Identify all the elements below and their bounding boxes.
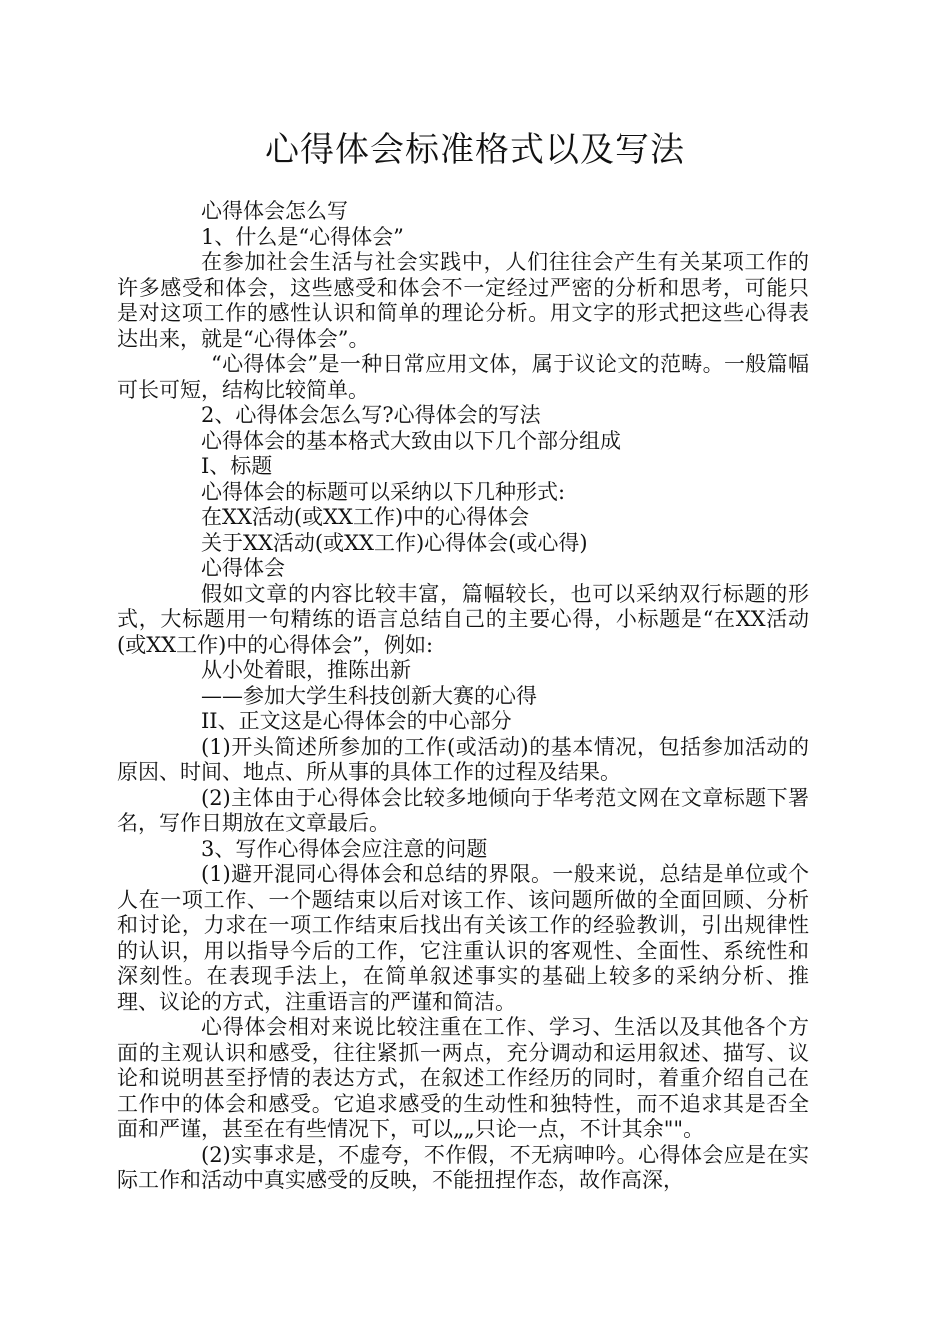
paragraph: 假如文章的内容比较丰富，篇幅较长，也可以采纳双行标题的形式，大标题用一句精练的语言总结自己的主要心得，小标题是“在XX活动(或XX工作)中的心得体会”，例如: — [117, 581, 809, 657]
paragraph: 从小处着眼，推陈出新 — [201, 658, 411, 682]
paragraph: 在参加社会生活与社会实践中，人们往往会产生有关某项工作的许多感受和体会，这些感受和体会不一定经过严密的分析和思考，可能只是对这项工作的感性认识和简单的理论分析。用文字的形式把这些心得表达出来，就是“心得体会”。 — [117, 250, 809, 351]
paragraph: II、正文这是心得体会的中心部分 — [201, 709, 512, 733]
paragraph: 心得体会怎么写 — [201, 199, 348, 223]
paragraph: 在XX活动(或XX工作)中的心得体会 — [201, 505, 530, 529]
paragraph: (1)开头简述所参加的工作(或活动)的基本情况，包括参加活动的原因、时间、地点、所从事的具体工作的过程及结果。 — [117, 734, 809, 784]
paragraph: 2、心得体会怎么写?心得体会的写法 — [201, 403, 541, 427]
paragraph: 关于XX活动(或XX工作)心得体会(或心得) — [201, 530, 588, 555]
paragraph: “心得体会”是一种日常应用文体，属于议论文的范畴。一般篇幅可长可短，结构比较简单。 — [117, 352, 809, 402]
paragraph: 心得体会 — [201, 556, 285, 580]
document-body — [117, 199, 809, 1194]
paragraph: I、标题 — [201, 454, 273, 478]
paragraph: 心得体会的标题可以采纳以下几种形式: — [201, 479, 566, 504]
paragraph: (2)主体由于心得体会比较多地倾向于华考范文网在文章标题下署名，写作日期放在文章最后。 — [117, 785, 809, 835]
paragraph: (1)避开混同心得体会和总结的界限。一般来说，总结是单位或个人在一项工作、一个题结束以后对该工作、该问题所做的全面回顾、分析和讨论，力求在一项工作结束后找出有关该工作的经验教训，引出规律性的认识，用以指导今后的工作，它注重认识的客观性、全面性、系统性和深刻性。在表现手法上，在简单叙述事实的基础上较多的采纳分析、推理、议论的方式，注重语言的严谨和简洁。 — [117, 862, 809, 1014]
paragraph: 3、写作心得体会应注意的问题 — [201, 836, 488, 861]
paragraph: 1、什么是“心得体会” — [201, 224, 404, 249]
paragraph: ——参加大学生科技创新大赛的心得 — [201, 683, 537, 708]
paragraph: (2)实事求是，不虚夸，不作假，不无病呻吟。心得体会应是在实际工作和活动中真实感受的反映，不能扭捏作态，故作高深， — [117, 1142, 809, 1192]
paragraph: 心得体会相对来说比较注重在工作、学习、生活以及其他各个方面的主观认识和感受，往往紧抓一两点，充分调动和运用叙述、描写、议论和说明甚至抒情的表达方式，在叙述工作经历的同时，着重介绍自己在工作中的体会和感受。它追求感受的生动性和独特性，而不追求其是否全面和严谨，甚至在有些情况下，可以„„只论一点，不计其余""。 — [117, 1015, 809, 1141]
document-title: 心得体会标准格式以及写法 — [265, 130, 685, 170]
paragraph: 心得体会的基本格式大致由以下几个部分组成 — [201, 428, 621, 453]
